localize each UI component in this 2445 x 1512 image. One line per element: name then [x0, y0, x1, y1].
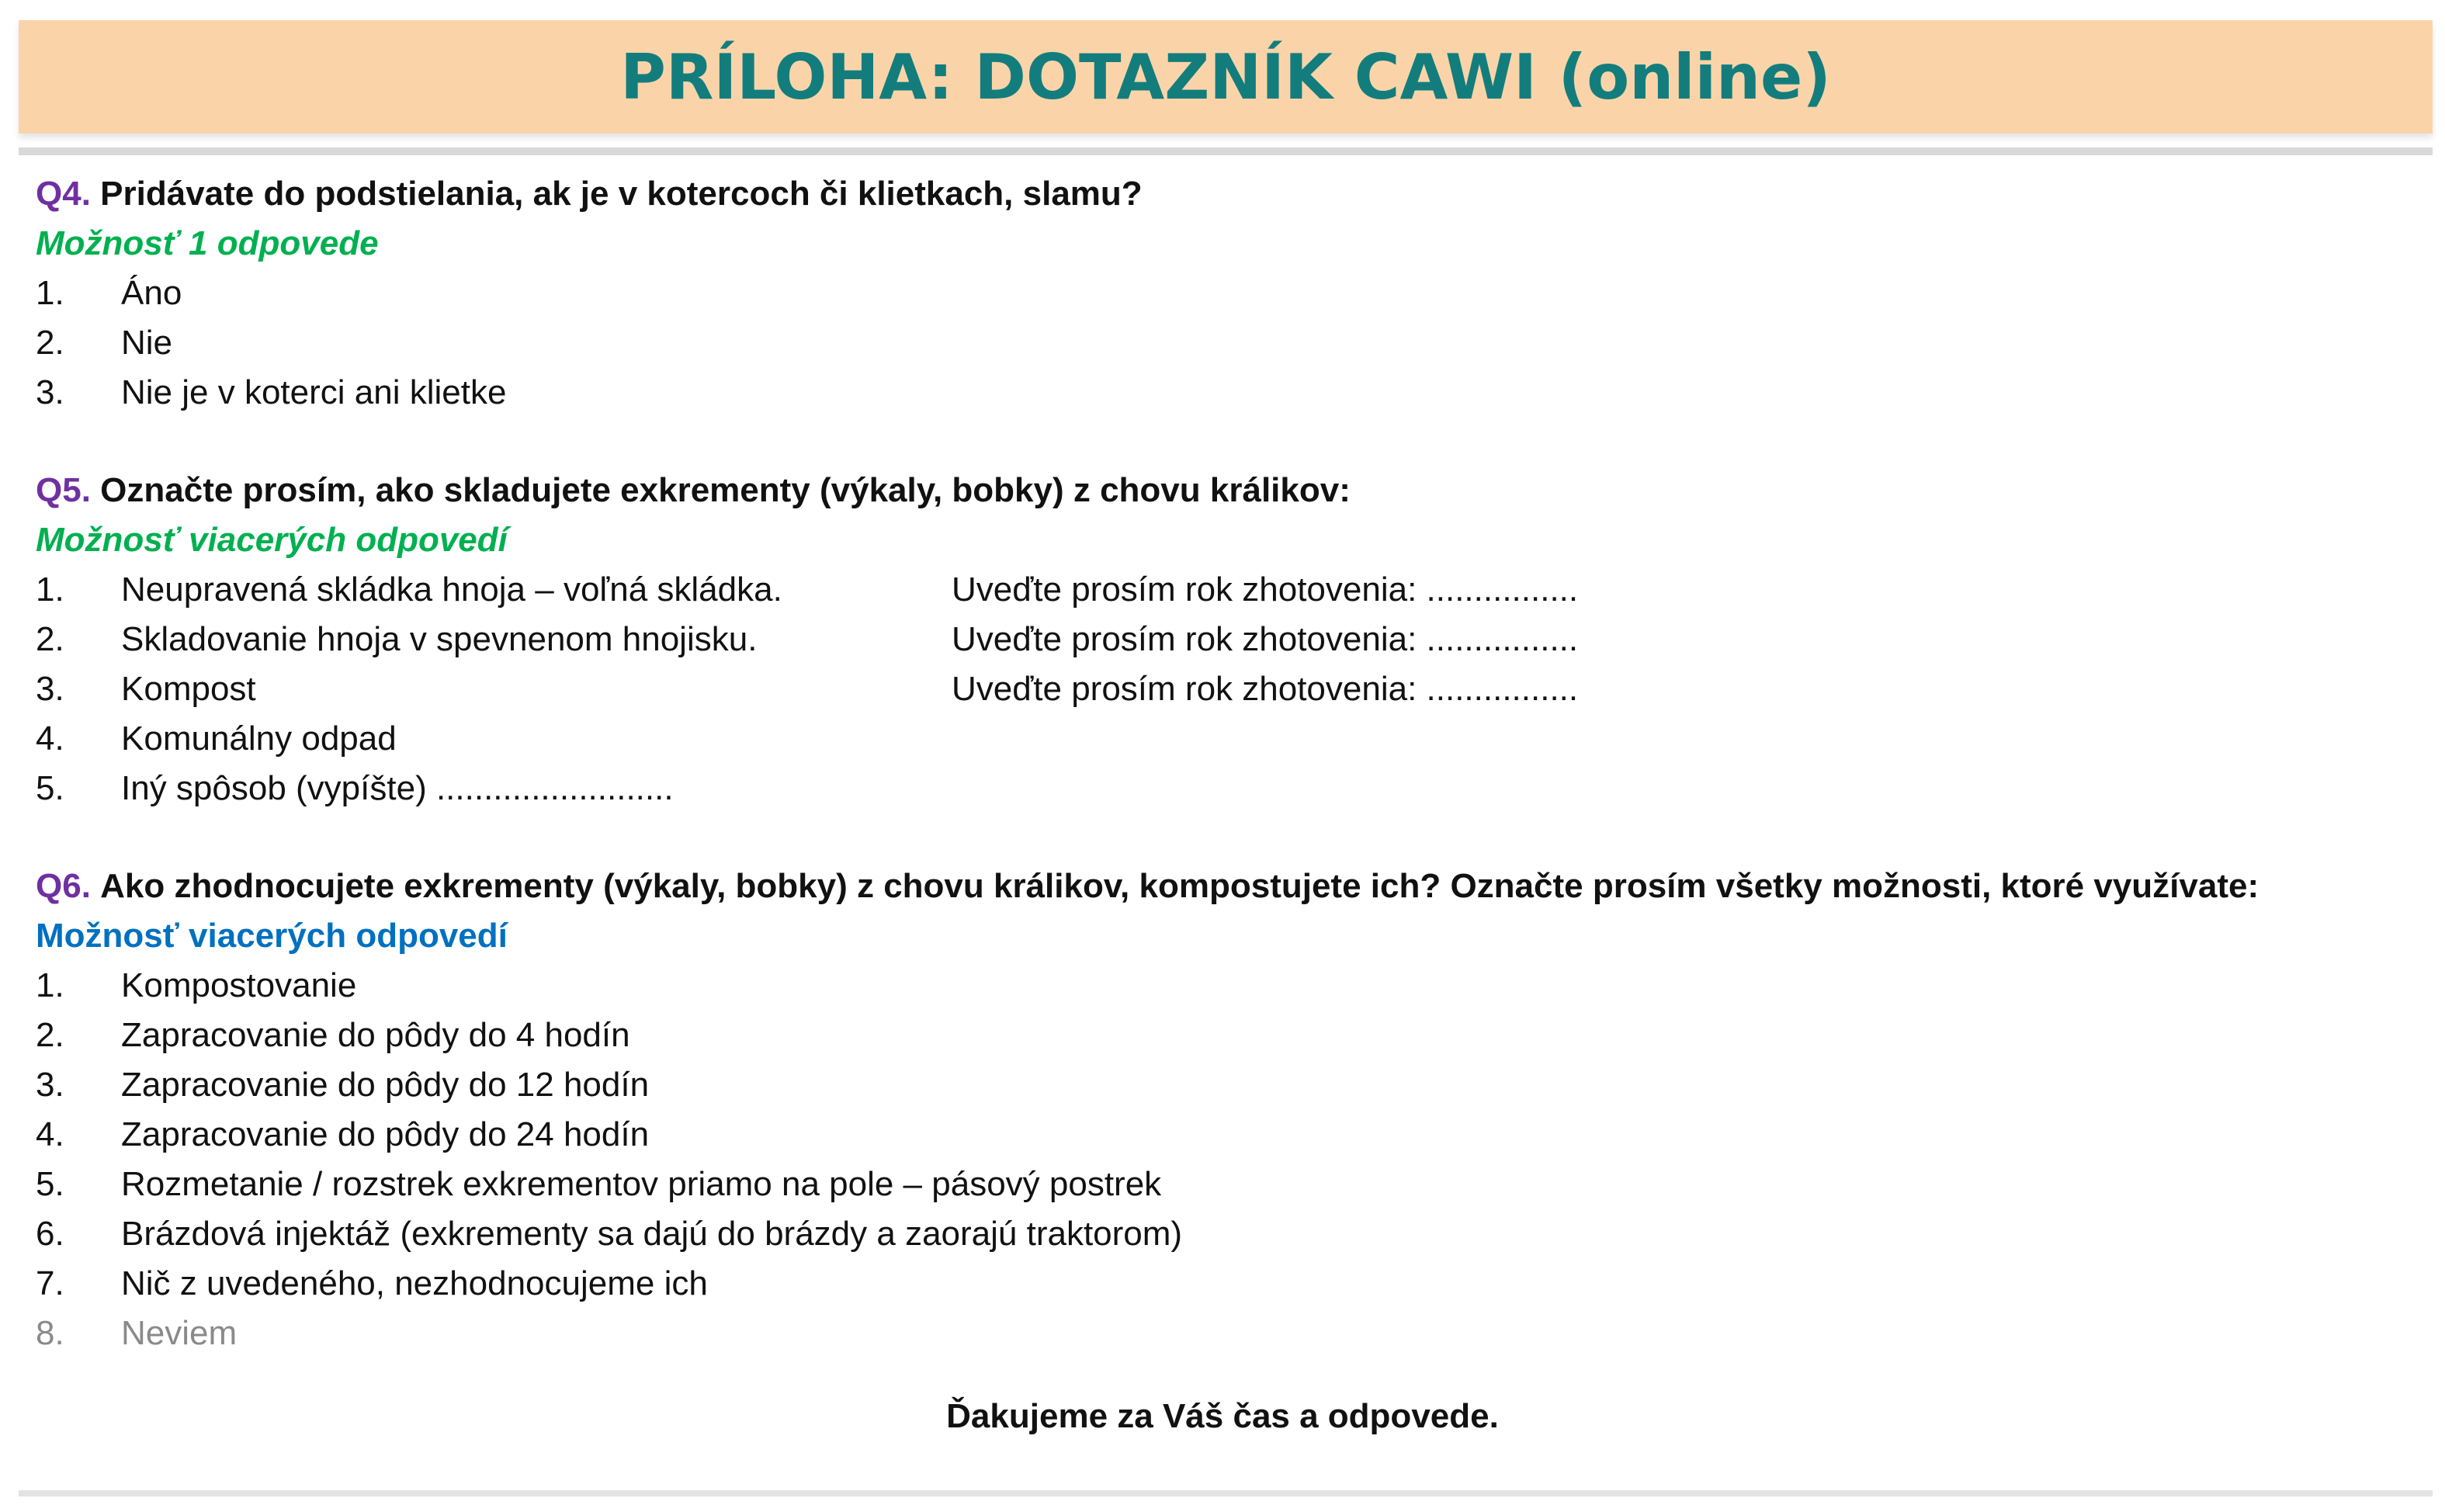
q5-year-prompt: Uveďte prosím rok zhotovenia: ................ [952, 670, 1579, 708]
thank-you-note: Ďakujeme za Váš čas a odpovede. [946, 1397, 1499, 1435]
q6-option-text: Kompostovanie [121, 966, 357, 1004]
q6-option-text: Neviem [121, 1314, 238, 1352]
q4-question [36, 169, 2411, 219]
q4-hint [36, 219, 2411, 269]
q6-option-text: Zapracovanie do pôdy do 24 hodín [121, 1115, 650, 1153]
q4-option [36, 318, 2411, 368]
q5-option [36, 764, 2411, 813]
q6-text: Ako zhodnocujete exkrementy (výkaly, bobky) z chovu králikov, kompostujete ich? Označte prosím všetky možnosti, ktoré využívate: [100, 867, 2259, 905]
q6-option [36, 1160, 2411, 1209]
q4-option-text: Nie je v koterci ani klietke [121, 373, 507, 411]
q4-option-text: Áno [121, 274, 182, 312]
q4-option [36, 269, 2411, 318]
q5-year-prompt: Uveďte prosím rok zhotovenia: ................ [952, 620, 1579, 658]
q5-text: Označte prosím, ako skladujete exkrementy (výkaly, bobky) z chovu králikov: [100, 471, 1351, 509]
q4-label: Q4. [36, 175, 91, 213]
q6-option [36, 1011, 2411, 1060]
q6-option-number: 4. [36, 1115, 64, 1153]
q6-option-number: 7. [36, 1264, 64, 1302]
q5-option [36, 714, 2411, 764]
q6-option [36, 1110, 2411, 1160]
q5-option-text: Komunálny odpad [121, 720, 397, 758]
q5-question [36, 466, 2411, 515]
q6-option-number: 8. [36, 1314, 64, 1352]
section-gap [36, 813, 2411, 862]
q6-option-text: Rozmetanie / rozstrek exkrementov priamo na pole – pásový postrek [121, 1165, 1162, 1203]
q4-option [36, 368, 2411, 418]
q5-year-prompt: Uveďte prosím rok zhotovenia: ................ [952, 570, 1579, 609]
q4-text: Pridávate do podstielania, ak je v kotercoch či klietkach, slamu? [100, 175, 1143, 213]
q6-option-number: 3. [36, 1066, 64, 1104]
q6-option [36, 961, 2411, 1011]
footer-divider [19, 1490, 2433, 1496]
q5-option [36, 615, 2411, 664]
q5-option-number: 5. [36, 769, 64, 807]
q5-option-text: Iný spôsob (vypíšte) ......................... [121, 769, 674, 807]
q5-option [36, 664, 2411, 714]
q6-label: Q6. [36, 867, 91, 905]
q5-option-text: Kompost [121, 670, 256, 708]
q5-option [36, 565, 2411, 615]
q6-question [36, 862, 2411, 911]
q6-option-text: Zapracovanie do pôdy do 4 hodín [121, 1016, 630, 1054]
q6-option-text: Zapracovanie do pôdy do 12 hodín [121, 1066, 650, 1104]
q6-hint-text: Možnosť viacerých odpovedí [36, 917, 508, 955]
q6-option-text: Brázdová injektáž (exkrementy sa dajú do brázdy a zaorajú traktorom) [121, 1215, 1183, 1253]
q6-option-number: 2. [36, 1016, 64, 1054]
q5-option-number: 1. [36, 570, 64, 609]
q6-option [36, 1259, 2411, 1309]
q6-hint [36, 911, 2411, 961]
q5-option-number: 3. [36, 670, 64, 708]
q5-option-number: 2. [36, 620, 64, 658]
q5-option-text: Neupravená skládka hnoja – voľná skládka. [121, 570, 782, 609]
q5-hint [36, 515, 2411, 565]
q4-option-text: Nie [121, 324, 173, 362]
q6-option-number: 1. [36, 966, 64, 1004]
q5-label: Q5. [36, 471, 91, 509]
q6-option-number: 5. [36, 1165, 64, 1203]
q5-option-number: 4. [36, 720, 64, 758]
q4-option-number: 1. [36, 274, 64, 312]
q5-hint-text: Možnosť viacerých odpovedí [36, 521, 508, 559]
section-gap [36, 418, 2411, 466]
q6-option [36, 1060, 2411, 1110]
q5-option-text: Skladovanie hnoja v spevnenom hnojisku. [121, 620, 758, 658]
header-banner [19, 20, 2433, 134]
q6-option [36, 1209, 2411, 1259]
q4-option-number: 3. [36, 373, 64, 411]
q4-hint-text: Možnosť 1 odpovede [36, 224, 379, 262]
header-divider [19, 147, 2433, 155]
q6-option-text: Nič z uvedeného, nezhodnocujeme ich [121, 1264, 708, 1302]
q6-option-number: 6. [36, 1215, 64, 1253]
questions-content [36, 169, 2411, 1358]
q6-option [36, 1309, 2411, 1358]
q4-option-number: 2. [36, 324, 64, 362]
page-title: PRÍLOHA: DOTAZNÍK CAWI (online) [620, 40, 1831, 113]
